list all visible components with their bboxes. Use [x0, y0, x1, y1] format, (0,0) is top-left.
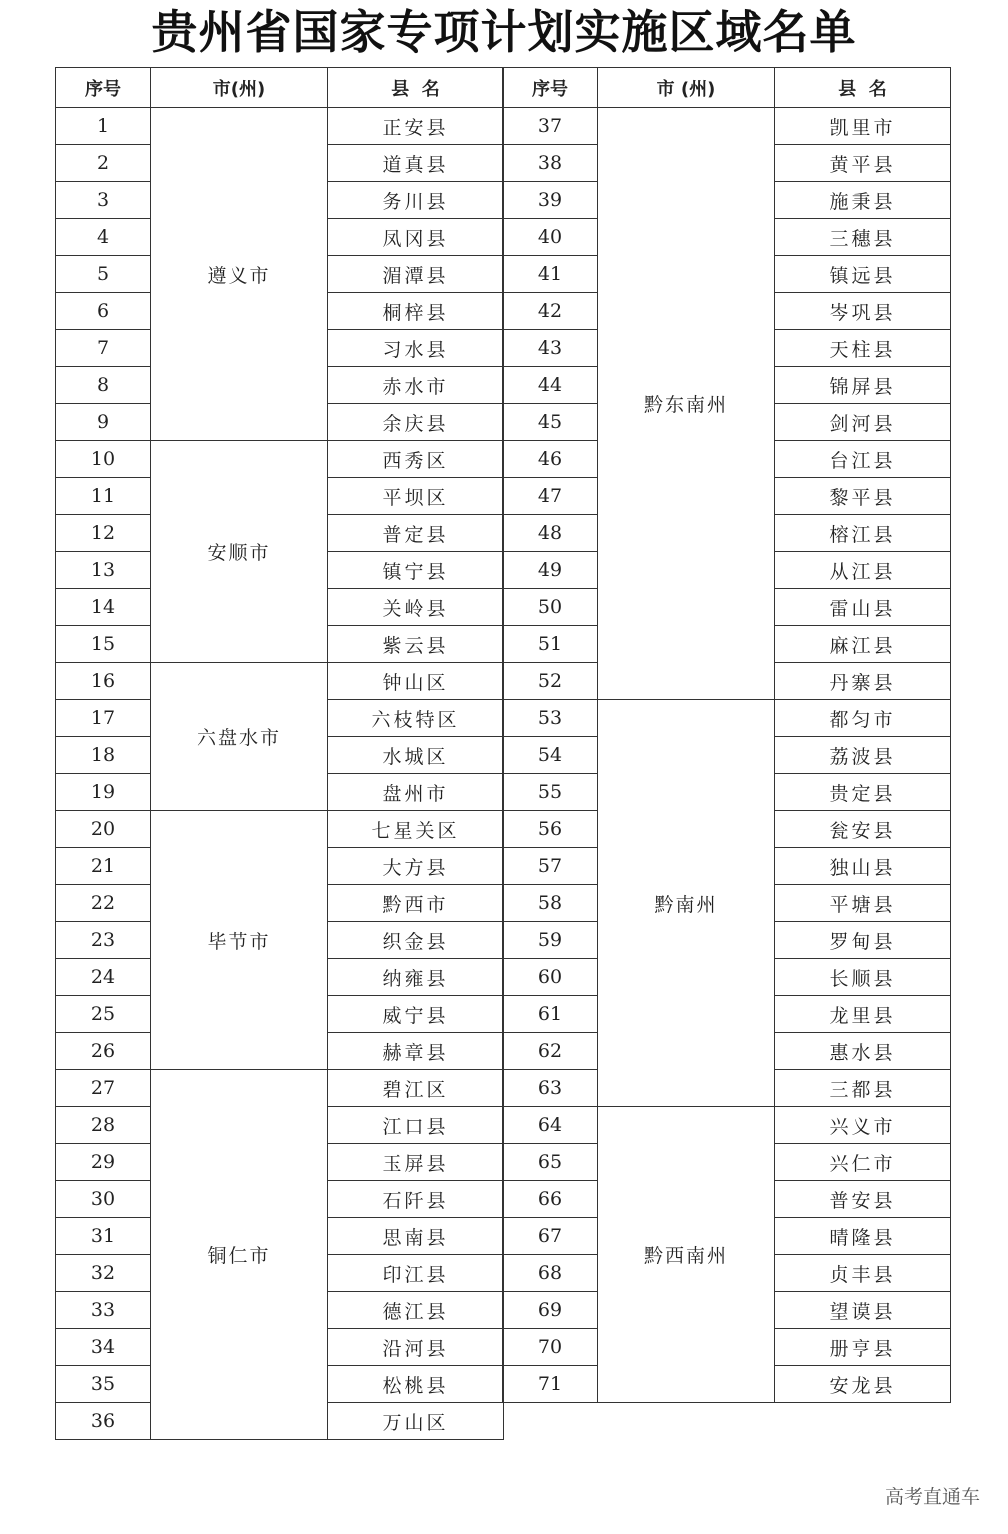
county-cell: 兴义市	[775, 1107, 951, 1144]
row-number: 70	[503, 1329, 598, 1366]
header-row	[56, 68, 504, 108]
county-cell: 玉屏县	[328, 1144, 504, 1181]
county-cell: 西秀区	[328, 441, 504, 478]
county-cell: 镇宁县	[328, 552, 504, 589]
county-cell: 都匀市	[775, 700, 951, 737]
row-number: 14	[56, 589, 151, 626]
county-cell: 黄平县	[775, 145, 951, 182]
row-number: 12	[56, 515, 151, 552]
row-number: 65	[503, 1144, 598, 1181]
row-number: 49	[503, 552, 598, 589]
row-number: 43	[503, 330, 598, 367]
row-number: 42	[503, 293, 598, 330]
county-cell: 大方县	[328, 848, 504, 885]
header-row	[503, 68, 951, 108]
row-number: 3	[56, 182, 151, 219]
county-cell: 惠水县	[775, 1033, 951, 1070]
county-cell: 普定县	[328, 515, 504, 552]
county-cell: 黎平县	[775, 478, 951, 515]
city-cell: 黔南州	[598, 700, 775, 1107]
table-row	[503, 108, 951, 145]
table-row	[56, 811, 504, 848]
table-row	[56, 441, 504, 478]
county-cell: 赫章县	[328, 1033, 504, 1070]
row-number: 24	[56, 959, 151, 996]
row-number: 2	[56, 145, 151, 182]
row-number: 13	[56, 552, 151, 589]
row-number: 22	[56, 885, 151, 922]
county-cell: 岑巩县	[775, 293, 951, 330]
county-cell: 锦屏县	[775, 367, 951, 404]
county-cell: 威宁县	[328, 996, 504, 1033]
county-cell: 安龙县	[775, 1366, 951, 1403]
row-number: 5	[56, 256, 151, 293]
city-cell: 黔东南州	[598, 108, 775, 700]
row-number: 4	[56, 219, 151, 256]
county-cell: 织金县	[328, 922, 504, 959]
city-cell: 安顺市	[151, 441, 328, 663]
county-cell: 贞丰县	[775, 1255, 951, 1292]
row-number: 35	[56, 1366, 151, 1403]
county-cell: 钟山区	[328, 663, 504, 700]
city-cell: 铜仁市	[151, 1070, 328, 1440]
row-number: 71	[503, 1366, 598, 1403]
city-cell: 黔西南州	[598, 1107, 775, 1403]
row-number: 1	[56, 108, 151, 145]
row-number: 67	[503, 1218, 598, 1255]
county-cell: 余庆县	[328, 404, 504, 441]
row-number: 69	[503, 1292, 598, 1329]
county-cell: 印江县	[328, 1255, 504, 1292]
table-row	[503, 1107, 951, 1144]
county-cell: 德江县	[328, 1292, 504, 1329]
row-number: 7	[56, 330, 151, 367]
row-number: 31	[56, 1218, 151, 1255]
row-number: 34	[56, 1329, 151, 1366]
county-cell: 紫云县	[328, 626, 504, 663]
header-city: 市 (州)	[598, 68, 775, 108]
county-cell: 兴仁市	[775, 1144, 951, 1181]
row-number: 66	[503, 1181, 598, 1218]
county-cell: 赤水市	[328, 367, 504, 404]
county-cell: 纳雍县	[328, 959, 504, 996]
header-seq: 序号	[503, 68, 598, 108]
row-number: 21	[56, 848, 151, 885]
row-number: 29	[56, 1144, 151, 1181]
county-cell: 凯里市	[775, 108, 951, 145]
county-cell: 石阡县	[328, 1181, 504, 1218]
county-cell: 道真县	[328, 145, 504, 182]
row-number: 55	[503, 774, 598, 811]
row-number: 26	[56, 1033, 151, 1070]
left-table	[55, 67, 504, 1440]
row-number: 39	[503, 182, 598, 219]
county-cell: 天柱县	[775, 330, 951, 367]
county-cell: 独山县	[775, 848, 951, 885]
row-number: 37	[503, 108, 598, 145]
county-cell: 从江县	[775, 552, 951, 589]
county-cell: 剑河县	[775, 404, 951, 441]
county-cell: 平坝区	[328, 478, 504, 515]
row-number: 58	[503, 885, 598, 922]
row-number: 57	[503, 848, 598, 885]
row-number: 59	[503, 922, 598, 959]
county-cell: 施秉县	[775, 182, 951, 219]
row-number: 46	[503, 441, 598, 478]
row-number: 53	[503, 700, 598, 737]
county-cell: 荔波县	[775, 737, 951, 774]
county-cell: 三都县	[775, 1070, 951, 1107]
row-number: 9	[56, 404, 151, 441]
county-cell: 桐梓县	[328, 293, 504, 330]
row-number: 64	[503, 1107, 598, 1144]
row-number: 16	[56, 663, 151, 700]
header-county: 县 名	[775, 68, 951, 108]
county-cell: 松桃县	[328, 1366, 504, 1403]
city-cell: 遵义市	[151, 108, 328, 441]
county-cell: 水城区	[328, 737, 504, 774]
row-number: 54	[503, 737, 598, 774]
city-cell: 六盘水市	[151, 663, 328, 811]
row-number: 56	[503, 811, 598, 848]
county-cell: 碧江区	[328, 1070, 504, 1107]
city-cell: 毕节市	[151, 811, 328, 1070]
county-cell: 务川县	[328, 182, 504, 219]
row-number: 48	[503, 515, 598, 552]
row-number: 68	[503, 1255, 598, 1292]
row-number: 61	[503, 996, 598, 1033]
county-cell: 晴隆县	[775, 1218, 951, 1255]
county-cell: 望谟县	[775, 1292, 951, 1329]
county-cell: 江口县	[328, 1107, 504, 1144]
page-title: 贵州省国家专项计划实施区域名单	[151, 5, 857, 59]
row-number: 50	[503, 589, 598, 626]
county-cell: 六枝特区	[328, 700, 504, 737]
county-cell: 正安县	[328, 108, 504, 145]
county-cell: 黔西市	[328, 885, 504, 922]
row-number: 15	[56, 626, 151, 663]
county-cell: 万山区	[328, 1403, 504, 1440]
table-row	[56, 108, 504, 145]
row-number: 33	[56, 1292, 151, 1329]
county-cell: 榕江县	[775, 515, 951, 552]
row-number: 41	[503, 256, 598, 293]
county-cell: 罗甸县	[775, 922, 951, 959]
row-number: 36	[56, 1403, 151, 1440]
row-number: 19	[56, 774, 151, 811]
county-cell: 思南县	[328, 1218, 504, 1255]
row-number: 20	[56, 811, 151, 848]
county-cell: 台江县	[775, 441, 951, 478]
row-number: 62	[503, 1033, 598, 1070]
row-number: 6	[56, 293, 151, 330]
county-cell: 普安县	[775, 1181, 951, 1218]
county-cell: 三穗县	[775, 219, 951, 256]
county-cell: 湄潭县	[328, 256, 504, 293]
row-number: 38	[503, 145, 598, 182]
row-number: 27	[56, 1070, 151, 1107]
county-cell: 龙里县	[775, 996, 951, 1033]
row-number: 11	[56, 478, 151, 515]
county-cell: 凤冈县	[328, 219, 504, 256]
row-number: 23	[56, 922, 151, 959]
table-row	[56, 663, 504, 700]
county-cell: 习水县	[328, 330, 504, 367]
row-number: 25	[56, 996, 151, 1033]
row-number: 17	[56, 700, 151, 737]
row-number: 10	[56, 441, 151, 478]
row-number: 28	[56, 1107, 151, 1144]
county-cell: 镇远县	[775, 256, 951, 293]
county-cell: 雷山县	[775, 589, 951, 626]
right-table	[502, 67, 951, 1403]
header-county: 县 名	[328, 68, 504, 108]
county-cell: 贵定县	[775, 774, 951, 811]
row-number: 45	[503, 404, 598, 441]
row-number: 30	[56, 1181, 151, 1218]
row-number: 63	[503, 1070, 598, 1107]
row-number: 8	[56, 367, 151, 404]
county-cell: 长顺县	[775, 959, 951, 996]
county-cell: 麻江县	[775, 626, 951, 663]
header-seq: 序号	[56, 68, 151, 108]
county-cell: 盘州市	[328, 774, 504, 811]
county-cell: 瓮安县	[775, 811, 951, 848]
county-cell: 沿河县	[328, 1329, 504, 1366]
county-cell: 七星关区	[328, 811, 504, 848]
county-cell: 册亨县	[775, 1329, 951, 1366]
county-cell: 关岭县	[328, 589, 504, 626]
row-number: 60	[503, 959, 598, 996]
county-cell: 丹寨县	[775, 663, 951, 700]
row-number: 44	[503, 367, 598, 404]
row-number: 47	[503, 478, 598, 515]
row-number: 32	[56, 1255, 151, 1292]
header-city: 市(州)	[151, 68, 328, 108]
row-number: 52	[503, 663, 598, 700]
row-number: 18	[56, 737, 151, 774]
table-row	[503, 700, 951, 737]
row-number: 51	[503, 626, 598, 663]
watermark: 高考直通车	[884, 1486, 980, 1508]
county-cell: 平塘县	[775, 885, 951, 922]
table-row	[56, 1070, 504, 1107]
row-number: 40	[503, 219, 598, 256]
